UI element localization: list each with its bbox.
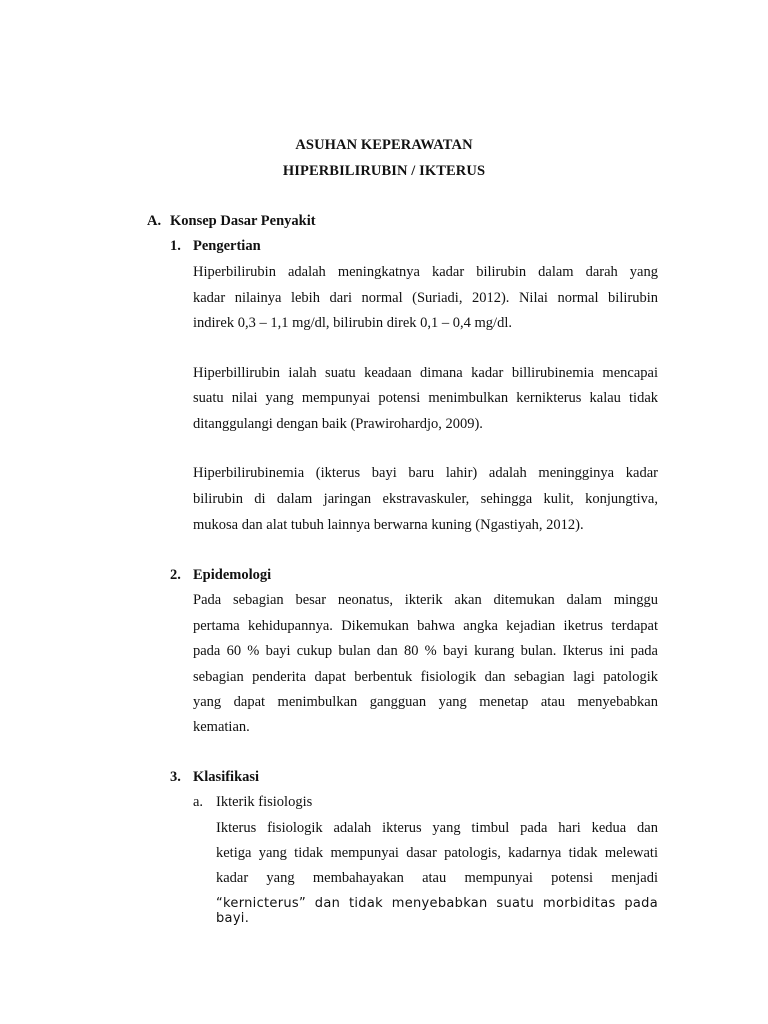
- item-a-marker: a.: [193, 794, 204, 810]
- klasifikasi-a-line1: Ikterus fisiologik adalah ikterus yang timbul pada hari kedua dan: [216, 820, 658, 836]
- document-subtitle: HIPERBILIRUBIN / IKTERUS: [282, 163, 486, 179]
- section-a-heading: Konsep Dasar Penyakit: [170, 213, 316, 229]
- pengertian-p1-line3: indirek 0,3 – 1,1 mg/dl, bilirubin direk 0,1 – 0,4 mg/dl.: [193, 315, 512, 331]
- subsection-1-heading: Pengertian: [193, 238, 261, 254]
- subsection-3-heading: Klasifikasi: [193, 769, 260, 785]
- pengertian-p2-line1: Hiperbillirubin ialah suatu keadaan dimana kadar billirubinemia mencapai: [193, 365, 658, 381]
- pengertian-p3-line1: Hiperbilirubinemia (ikterus bayi baru lahir) adalah meningginya kadar: [193, 465, 658, 481]
- epidemologi-line4: sebagian penderita dapat berbentuk fisiologik dan sebagian lagi patologik: [193, 669, 658, 685]
- subsection-3-marker: 3.: [170, 769, 181, 785]
- klasifikasi-a-line4: “kernicterus” dan tidak menyebabkan suatu morbiditas pada bayi.: [216, 896, 658, 926]
- subsection-2-marker: 2.: [170, 567, 181, 583]
- pengertian-p2-line2: suatu nilai yang mempunyai potensi menimbulkan kernikterus kalau tidak: [193, 390, 658, 406]
- klasifikasi-a-line2: ketiga yang tidak mempunyai dasar patologis, kadarnya tidak melewati: [216, 845, 658, 861]
- subsection-2-heading: Epidemologi: [193, 567, 272, 583]
- document-title: ASUHAN KEPERAWATAN: [295, 137, 473, 153]
- pengertian-p3-line2: bilirubin di dalam jaringan ekstravaskuler, sehingga kulit, konjungtiva,: [193, 491, 658, 507]
- pengertian-p1-line1: Hiperbilirubin adalah meningkatnya kadar bilirubin dalam darah yang: [193, 264, 658, 280]
- section-a-marker: A.: [147, 213, 162, 229]
- pengertian-p3-line3: mukosa dan alat tubuh lainnya berwarna kuning (Ngastiyah, 2012).: [193, 517, 584, 533]
- epidemologi-line6: kematian.: [193, 719, 250, 735]
- epidemologi-line3: pada 60 % bayi cukup bulan dan 80 % bayi kurang bulan. Ikterus ini pada: [193, 643, 658, 659]
- pengertian-p1-line2: kadar nilainya lebih dari normal (Suriadi, 2012). Nilai normal bilirubin: [193, 290, 658, 306]
- epidemologi-line2: pertama kehidupannya. Dikemukan bahwa angka kejadian iketrus terdapat: [193, 618, 658, 634]
- pengertian-p2-line3: ditanggulangi dengan baik (Prawirohardjo, 2009).: [193, 416, 483, 432]
- epidemologi-line5: yang dapat menimbulkan gangguan yang menetap atau menyebabkan: [193, 694, 658, 710]
- klasifikasi-a-line3: kadar yang membahayakan atau mempunyai potensi menjadi: [216, 870, 658, 886]
- item-a-label: Ikterik fisiologis: [216, 794, 313, 810]
- epidemologi-line1: Pada sebagian besar neonatus, ikterik akan ditemukan dalam minggu: [193, 592, 658, 608]
- subsection-1-marker: 1.: [170, 238, 181, 254]
